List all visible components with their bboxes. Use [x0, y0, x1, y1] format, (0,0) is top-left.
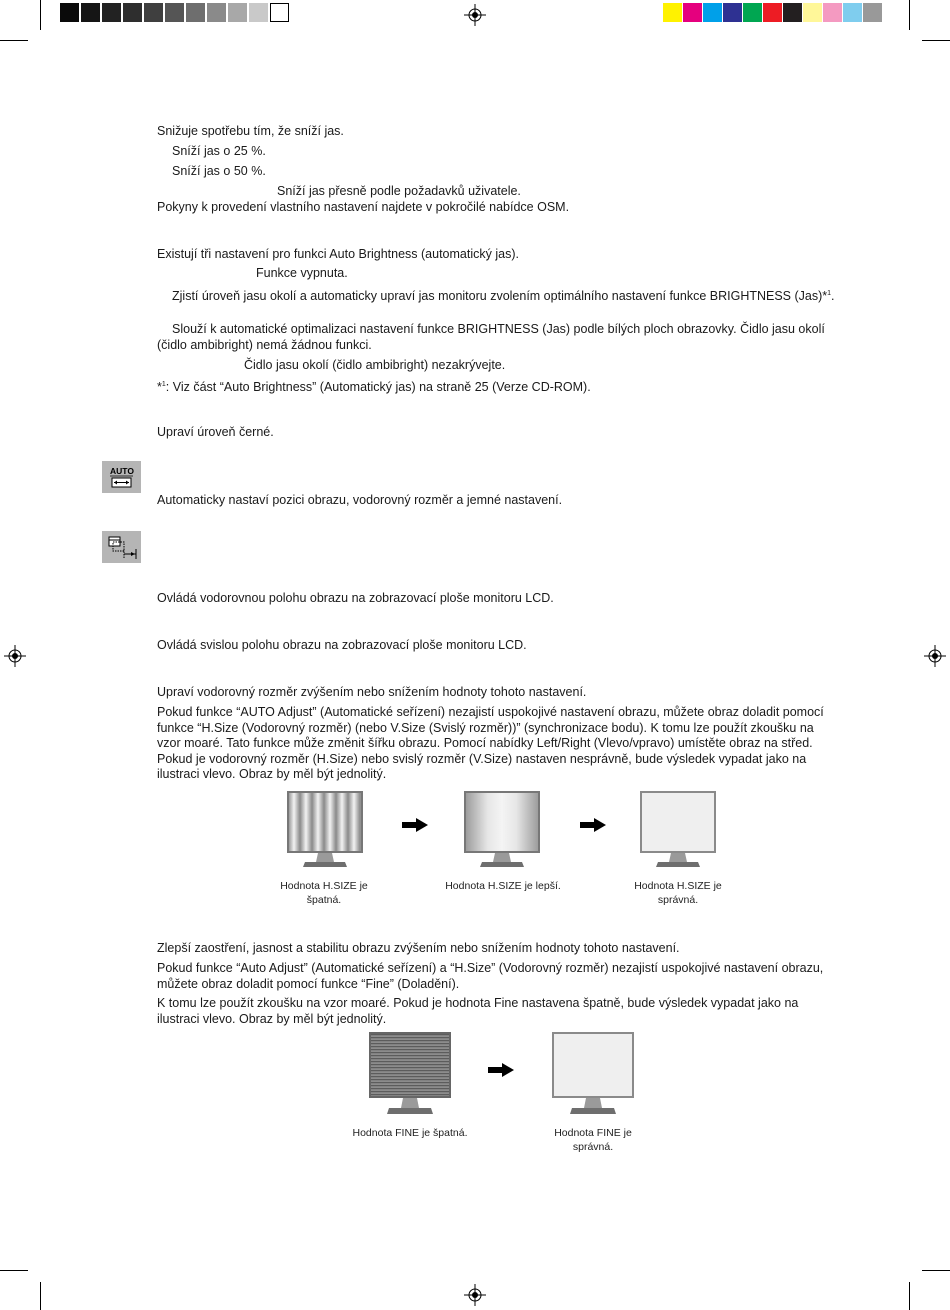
- down-up-text: Ovládá svislou polohu obrazu na zobrazovací ploše monitoru LCD.: [157, 638, 527, 652]
- caption-hsize-better: Hodnota H.SIZE je lepší.: [445, 880, 561, 892]
- gray-swatch-9: [249, 3, 268, 22]
- gray-swatch-3: [123, 3, 142, 22]
- color-calibration-bar: [663, 0, 893, 26]
- fine-body-2: K tomu lze použít zkoušku na vzor moaré. Pokud je hodnota Fine nastavena špatně, bude výsledek vypadat jako na ilustraci vlevo. Obraz by měl být jednolitý.: [157, 996, 799, 1026]
- auto-brightness-ambient: Zjistí úroveň jasu okolí a automaticky upraví jas monitoru zvolením optimálního nastavení funkce BRIGHTNESS (Jas)*$^1$.: [172, 289, 835, 304]
- auto-brightness-off: Funkce vypnuta.: [256, 266, 348, 280]
- fine-intro: Zlepší zaostření, jasnost a stabilitu obrazu zvýšením nebo snížením hodnoty tohoto nastavení.: [157, 941, 680, 955]
- auto-brightness-intro: Existují tři nastavení pro funkci Auto Brightness (automatický jas).: [157, 247, 519, 261]
- registration-mark-right: [924, 645, 946, 667]
- gray-swatch-8: [228, 3, 247, 22]
- auto-brightness-white: Slouží k automatické optimalizaci nastavení funkce BRIGHTNESS (Jas) podle bílých ploch obrazovky. Čidlo jasu okolí (čidlo ambibright) nemá žádnou funkci.: [157, 322, 825, 352]
- monitor-hsize-bad: [285, 790, 365, 870]
- auto-brightness-warning: Čidlo jasu okolí (čidlo ambibright) nezakrývejte.: [244, 358, 506, 372]
- color-swatch-2: [703, 3, 722, 22]
- hsize-body: Pokud funkce “AUTO Adjust” (Automatické seřízení) nezajistí uspokojivé nastavení obrazu, můžete obraz doladit pomocí funkce “H.Size (Vodorovný rozměr) (nebo V.Size (Svislý rozměr))” (synchronizace bodu). K tomu lze použít zkoušku na vzor moaré. Tato funkce může změnit šířku obrazu. Pomocí nabídky Left/Right (Vlevo/vpravo) umístěte obraz na střed. Pokud je vodorovný rozměr (H.Size) nebo svislý rozměr (V.Size) nastaven nesprávně, bude výsledek vypadat jako na ilustraci vlevo. Obraz by měl být jednolitý.: [157, 705, 824, 781]
- monitor-hsize-better: [462, 790, 542, 870]
- fine-body-1: Pokud funkce “Auto Adjust” (Automatické seřízení) a “H.Size” (Vodorovný rozměr) nezajistí uspokojivé nastavení obrazu, můžete obraz doladit pomocí funkce “Fine” (Doladění).: [157, 961, 824, 991]
- registration-mark-top: [464, 4, 486, 26]
- gray-swatch-10: [270, 3, 289, 22]
- gray-swatch-6: [186, 3, 205, 22]
- color-swatch-5: [763, 3, 782, 22]
- arrow-right-icon: [402, 818, 428, 832]
- left-right-text: Ovládá vodorovnou polohu obrazu na zobrazovací ploše monitoru LCD.: [157, 591, 554, 605]
- eco-option-1: Sníží jas o 25 %.: [172, 144, 266, 158]
- registration-mark-bottom: [464, 1284, 486, 1306]
- color-swatch-9: [843, 3, 862, 22]
- black-level-text: Upraví úroveň černé.: [157, 425, 274, 439]
- color-swatch-3: [723, 3, 742, 22]
- caption-hsize-bad: Hodnota H.SIZE je špatná.: [280, 880, 368, 906]
- monitor-fine-correct: [550, 1031, 636, 1117]
- eco-option-3: Sníží jas přesně podle požadavků uživatele.: [277, 184, 521, 198]
- color-swatch-1: [683, 3, 702, 22]
- gray-calibration-bar: [60, 0, 290, 26]
- color-swatch-10: [863, 3, 882, 22]
- color-swatch-8: [823, 3, 842, 22]
- auto-brightness-footnote: *$^1$: Viz část “Auto Brightness” (Automatický jas) na straně 25 (Verze CD-ROM).: [157, 380, 591, 395]
- image-position-icon: [102, 531, 141, 563]
- color-swatch-4: [743, 3, 762, 22]
- registration-mark-left: [4, 645, 26, 667]
- arrow-right-icon: [488, 1063, 514, 1077]
- monitor-fine-bad: [367, 1031, 453, 1117]
- gray-swatch-2: [102, 3, 121, 22]
- gray-swatch-7: [207, 3, 226, 22]
- color-swatch-0: [663, 3, 682, 22]
- monitor-hsize-correct: [638, 790, 718, 870]
- gray-swatch-5: [165, 3, 184, 22]
- eco-note: Pokyny k provedení vlastního nastavení najdete v pokročilé nabídce OSM.: [157, 200, 570, 214]
- gray-swatch-1: [81, 3, 100, 22]
- eco-option-2: Sníží jas o 50 %.: [172, 164, 266, 178]
- color-swatch-6: [783, 3, 802, 22]
- hsize-intro: Upraví vodorovný rozměr zvýšením nebo snížením hodnoty tohoto nastavení.: [157, 685, 587, 699]
- gray-swatch-4: [144, 3, 163, 22]
- gray-swatch-0: [60, 3, 79, 22]
- color-swatch-7: [803, 3, 822, 22]
- arrow-right-icon: [580, 818, 606, 832]
- svg-text:AUTO: AUTO: [110, 466, 134, 476]
- auto-adjust-icon: [102, 461, 141, 493]
- caption-fine-bad: Hodnota FINE je špatná.: [352, 1127, 468, 1139]
- auto-adjust-text: Automaticky nastaví pozici obrazu, vodorovný rozměr a jemné nastavení.: [157, 493, 563, 507]
- eco-intro: Snižuje spotřebu tím, že sníží jas.: [157, 124, 344, 138]
- caption-hsize-correct: Hodnota H.SIZE je správná.: [634, 880, 722, 906]
- caption-fine-correct: Hodnota FINE je správná.: [554, 1127, 632, 1153]
